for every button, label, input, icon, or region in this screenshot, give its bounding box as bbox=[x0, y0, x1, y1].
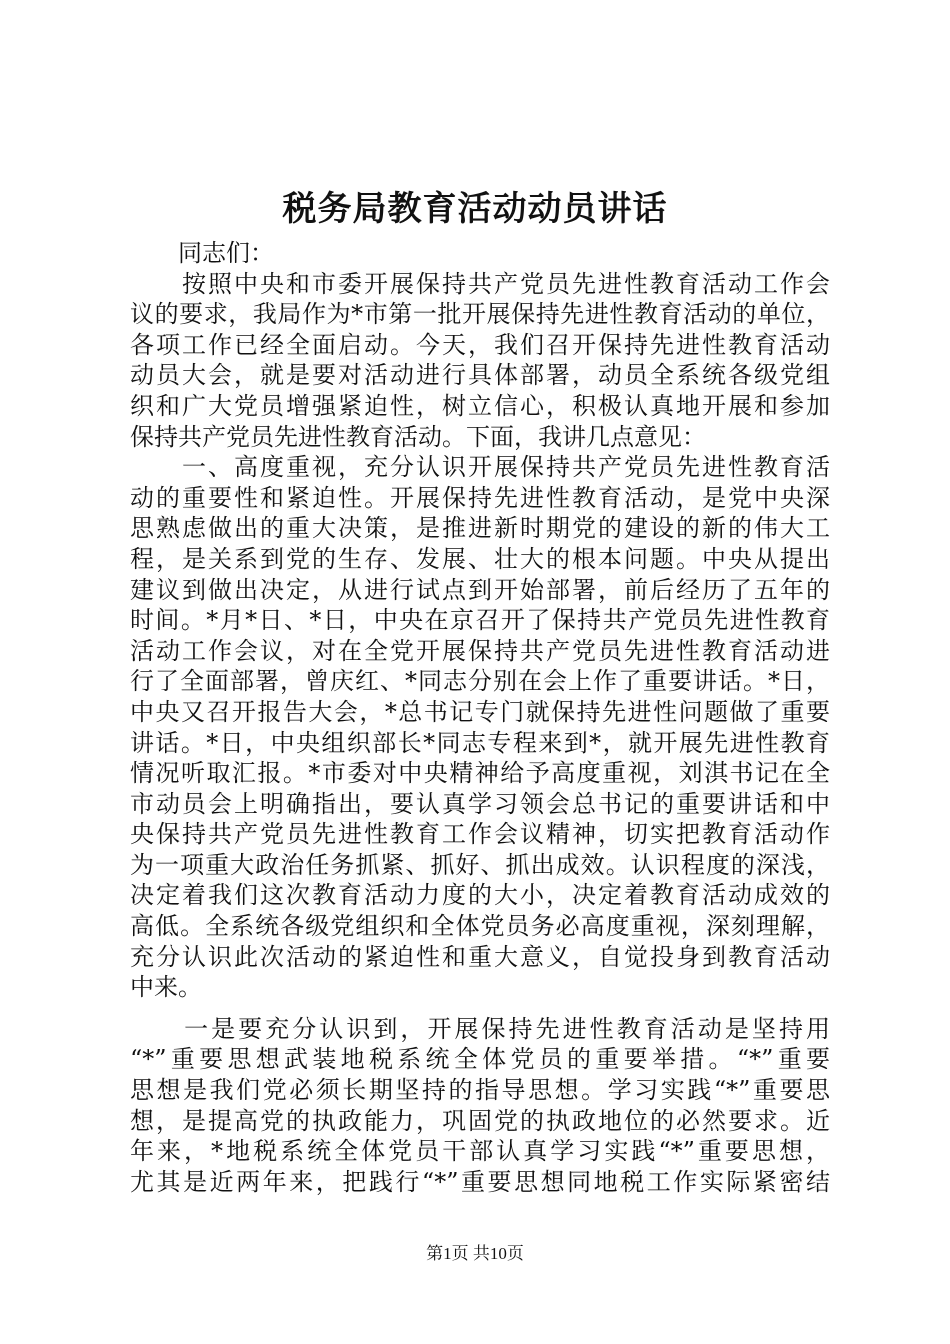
text-line: 讲话。*日，中央组织部长*同志专程来到*，就开展先进性教育 bbox=[130, 728, 830, 757]
text-line: 尤其是近两年来，把践行“*”重要思想同地税工作实际紧密结 bbox=[130, 1167, 830, 1196]
text-line: 织和广大党员增强紧迫性，树立信心，积极认真地开展和参加 bbox=[130, 391, 830, 420]
text-line: 程，是关系到党的生存、发展、壮大的根本问题。中央从提出 bbox=[130, 544, 830, 573]
text-line: 行了全面部署，曾庆红、*同志分别在会上作了重要讲话。*日， bbox=[130, 667, 830, 696]
text-line: 活动工作会议，对在全党开展保持共产党员先进性教育活动进 bbox=[130, 636, 830, 665]
text-line: 情况听取汇报。*市委对中央精神给予高度重视，刘淇书记在全 bbox=[130, 759, 830, 788]
text-line: 动的重要性和紧迫性。开展保持先进性教育活动，是党中央深 bbox=[130, 483, 830, 512]
text-line: 各项工作已经全面启动。今天，我们召开保持先进性教育活动 bbox=[130, 330, 830, 359]
document-title: 税务局教育活动动员讲话 bbox=[282, 189, 668, 229]
text-line: 年来，*地税系统全体党员干部认真学习实践“*”重要思想， bbox=[130, 1137, 830, 1166]
text-line: 决定着我们这次教育活动力度的大小，决定着教育活动成效的 bbox=[130, 881, 830, 910]
text-line: 思想是我们党必须长期坚持的指导思想。学习实践“*”重要思 bbox=[130, 1076, 830, 1105]
text-line: 充分认识此次活动的紧迫性和重大意义，自觉投身到教育活动 bbox=[130, 942, 830, 971]
text-line: 动员大会，就是要对活动进行具体部署，动员全系统各级党组 bbox=[130, 361, 830, 390]
text-line: 思熟虑做出的重大决策，是推进新时期党的建设的新的伟大工 bbox=[130, 514, 830, 543]
document-body bbox=[130, 238, 830, 1197]
page-number: 第1页 共10页 bbox=[426, 1244, 524, 1263]
text-line: 建议到做出决定，从进行试点到开始部署，前后经历了五年的 bbox=[130, 575, 830, 604]
text-line: 为一项重大政治任务抓紧、抓好、抓出成效。认识程度的深浅， bbox=[130, 850, 830, 879]
text-line: 中来。 bbox=[130, 973, 202, 1002]
text-line: 议的要求，我局作为*市第一批开展保持先进性教育活动的单位， bbox=[130, 300, 830, 329]
text-line: 同志们： bbox=[130, 239, 274, 267]
text-line: 央保持共产党员先进性教育工作会议精神，切实把教育活动作 bbox=[130, 820, 830, 849]
text-line: 高低。全系统各级党组织和全体党员务必高度重视，深刻理解， bbox=[130, 912, 830, 941]
text-line: 想，是提高党的执政能力，巩固党的执政地位的必然要求。近 bbox=[130, 1106, 830, 1135]
text-line: 保持共产党员先进性教育活动。下面，我讲几点意见： bbox=[130, 422, 706, 451]
text-line: 时间。*月*日、*日，中央在京召开了保持共产党员先进性教育 bbox=[130, 606, 830, 635]
paragraph-gap bbox=[130, 1003, 830, 1014]
text-line: 按照中央和市委开展保持共产党员先进性教育活动工作会 bbox=[130, 269, 830, 298]
text-line: 市动员会上明确指出，要认真学习领会总书记的重要讲话和中 bbox=[130, 789, 830, 818]
text-line: “*”重要思想武装地税系统全体党员的重要举措。“*”重要 bbox=[130, 1045, 830, 1074]
text-line: 一是要充分认识到，开展保持先进性教育活动是坚持用 bbox=[130, 1014, 830, 1043]
text-line: 中央又召开报告大会，*总书记专门就保持先进性问题做了重要 bbox=[130, 697, 830, 726]
text-line: 一、高度重视，充分认识开展保持共产党员先进性教育活 bbox=[130, 453, 830, 482]
